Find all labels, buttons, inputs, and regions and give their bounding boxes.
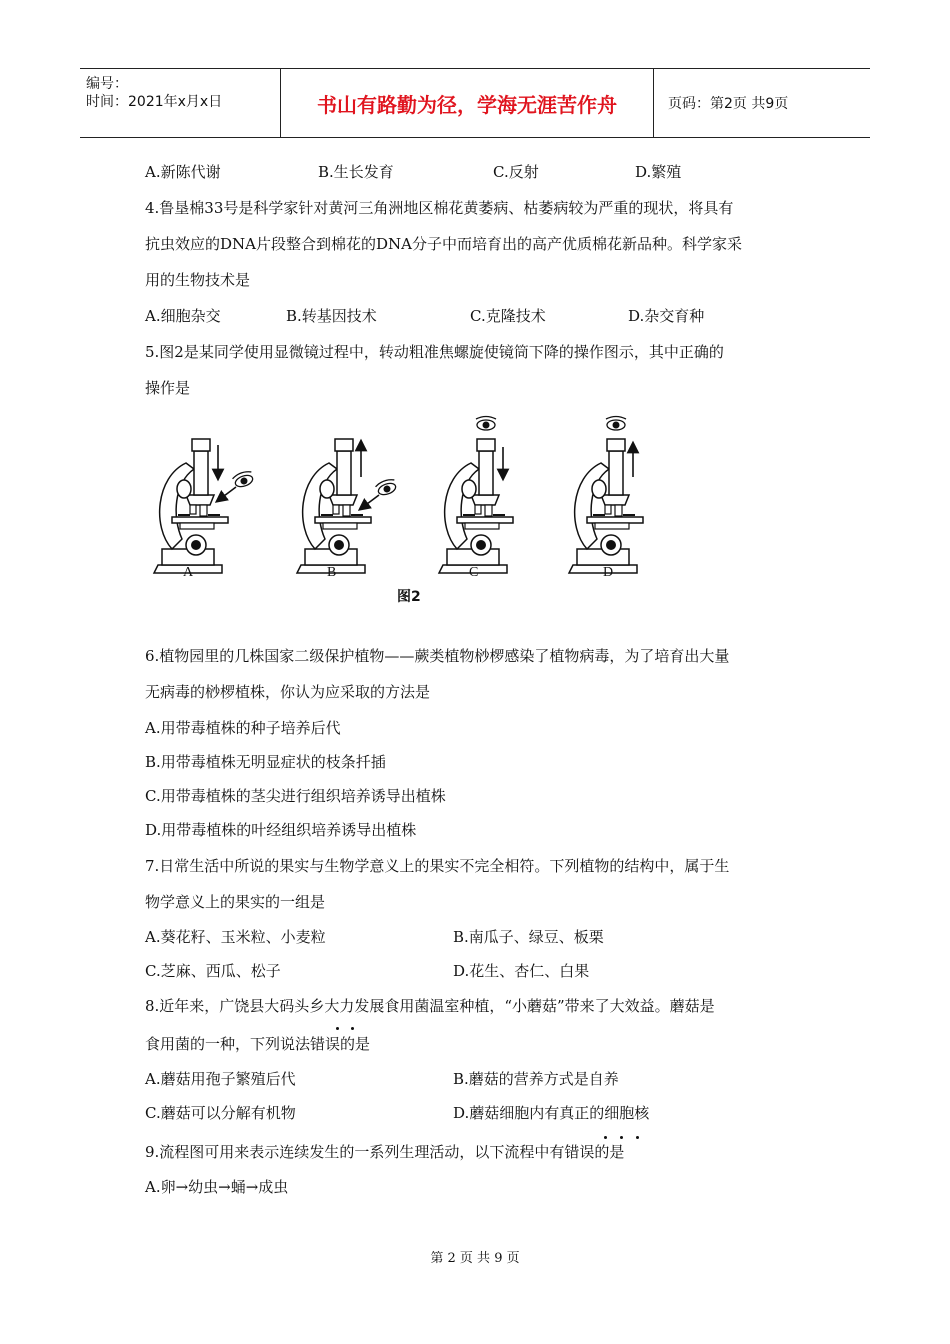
- header-page-info: [662, 69, 870, 137]
- q3-option-d: D.繁殖: [635, 163, 682, 181]
- emphasis-dot: [636, 1136, 639, 1139]
- q6-option-a: A.用带毒植株的种子培养后代: [145, 719, 341, 737]
- q3-option-c: C.反射: [493, 163, 539, 181]
- figure-label-a: A: [183, 565, 194, 580]
- q8-option-c: C.蘑菇可以分解有机物: [145, 1104, 296, 1122]
- q9-line-1: 9.流程图可用来表示连续发生的一系列生理活动，以下流程中有错误的是: [145, 1143, 625, 1161]
- q3-option-a: A.新陈代谢: [145, 163, 221, 181]
- emphasis-dot: [604, 1136, 607, 1139]
- figure-caption: 图2: [397, 589, 421, 605]
- time-label: 时间：2021年x月x日: [86, 94, 223, 110]
- q3-option-b: B.生长发育: [318, 163, 394, 181]
- page-header: [80, 68, 870, 138]
- emphasis-dot: [620, 1136, 623, 1139]
- microscope-illustrations: [145, 405, 665, 615]
- microscope-d: [569, 417, 643, 574]
- q7-line-1: 7.日常生活中所说的果实与生物学意义上的果实不完全相符。下列植物的结构中，属于生: [145, 857, 730, 875]
- figure-label-c: C: [469, 565, 479, 580]
- q7-option-d: D.花生、杏仁、白果: [453, 962, 590, 980]
- q4-option-b: B.转基因技术: [286, 307, 377, 325]
- q7-option-a: A.葵花籽、玉米粒、小麦粒: [145, 928, 326, 946]
- q4-line-3: 用的生物技术是: [145, 271, 251, 289]
- q4-option-c: C.克隆技术: [470, 307, 546, 325]
- figure-label-d: D: [603, 565, 614, 580]
- microscope-a: [154, 439, 255, 573]
- q6-option-b: B.用带毒植株无明显症状的枝条扦插: [145, 753, 386, 771]
- q6-option-d: D.用带毒植株的叶经组织培养诱导出植株: [145, 821, 417, 839]
- q7-option-b: B.南瓜子、绿豆、板栗: [453, 928, 604, 946]
- page-footer: 第 2 页 共 9 页: [430, 1251, 520, 1266]
- q4-line-2: 抗虫效应的DNA片段整合到棉花的DNA分子中而培育出的高产优质棉花新品种。科学家采: [145, 235, 742, 253]
- q5-line-2: 操作是: [145, 379, 191, 397]
- emphasis-dot: [336, 1027, 339, 1030]
- microscope-b: [297, 439, 398, 573]
- figure-label-b: B: [327, 565, 337, 580]
- emphasis-dot: [351, 1027, 354, 1030]
- q7-option-c: C.芝麻、西瓜、松子: [145, 962, 281, 980]
- number-label: 编号：: [86, 76, 128, 92]
- page-info-text: 页码：第2页 共9页: [668, 96, 789, 112]
- q8-option-b: B.蘑菇的营养方式是自养: [453, 1070, 619, 1088]
- q5-line-1: 5.图2是某同学使用显微镜过程中，转动粗准焦螺旋使镜筒下降的操作图示，其中正确的: [145, 343, 724, 361]
- q6-line-2: 无病毒的桫椤植株，你认为应采取的方法是: [145, 683, 431, 701]
- q6-line-1: 6.植物园里的几株国家二级保护植物——蕨类植物桫椤感染了植物病毒，为了培育出大量: [145, 647, 730, 665]
- q8-option-a: A.蘑菇用孢子繁殖后代: [145, 1070, 296, 1088]
- q8-line-1: 8.近年来，广饶县大码头乡大力发展食用菌温室种植，“小蘑菇”带来了大效益。蘑菇是: [145, 997, 715, 1015]
- header-meta: [80, 69, 281, 137]
- q6-option-c: C.用带毒植株的茎尖进行组织培养诱导出植株: [145, 787, 446, 805]
- microscope-c: [439, 417, 513, 574]
- q4-option-a: A.细胞杂交: [145, 307, 221, 325]
- q4-line-1: 4.鲁垦棉33号是科学家针对黄河三角洲地区棉花黄萎病、枯萎病较为严重的现状，将具有: [145, 199, 734, 217]
- q7-line-2: 物学意义上的果实的一组是: [145, 893, 326, 911]
- q4-option-d: D.杂交育种: [628, 307, 705, 325]
- q8-option-d: D.蘑菇细胞内有真正的细胞核: [453, 1104, 650, 1122]
- q9-option-a: A.卵→幼虫→蛹→成虫: [145, 1178, 289, 1196]
- header-motto: 书山有路勤为径，学海无涯苦作舟: [281, 69, 654, 137]
- figure-2-microscopes: [145, 405, 665, 615]
- q8-line-2: 食用菌的一种，下列说法错误的是: [145, 1035, 371, 1053]
